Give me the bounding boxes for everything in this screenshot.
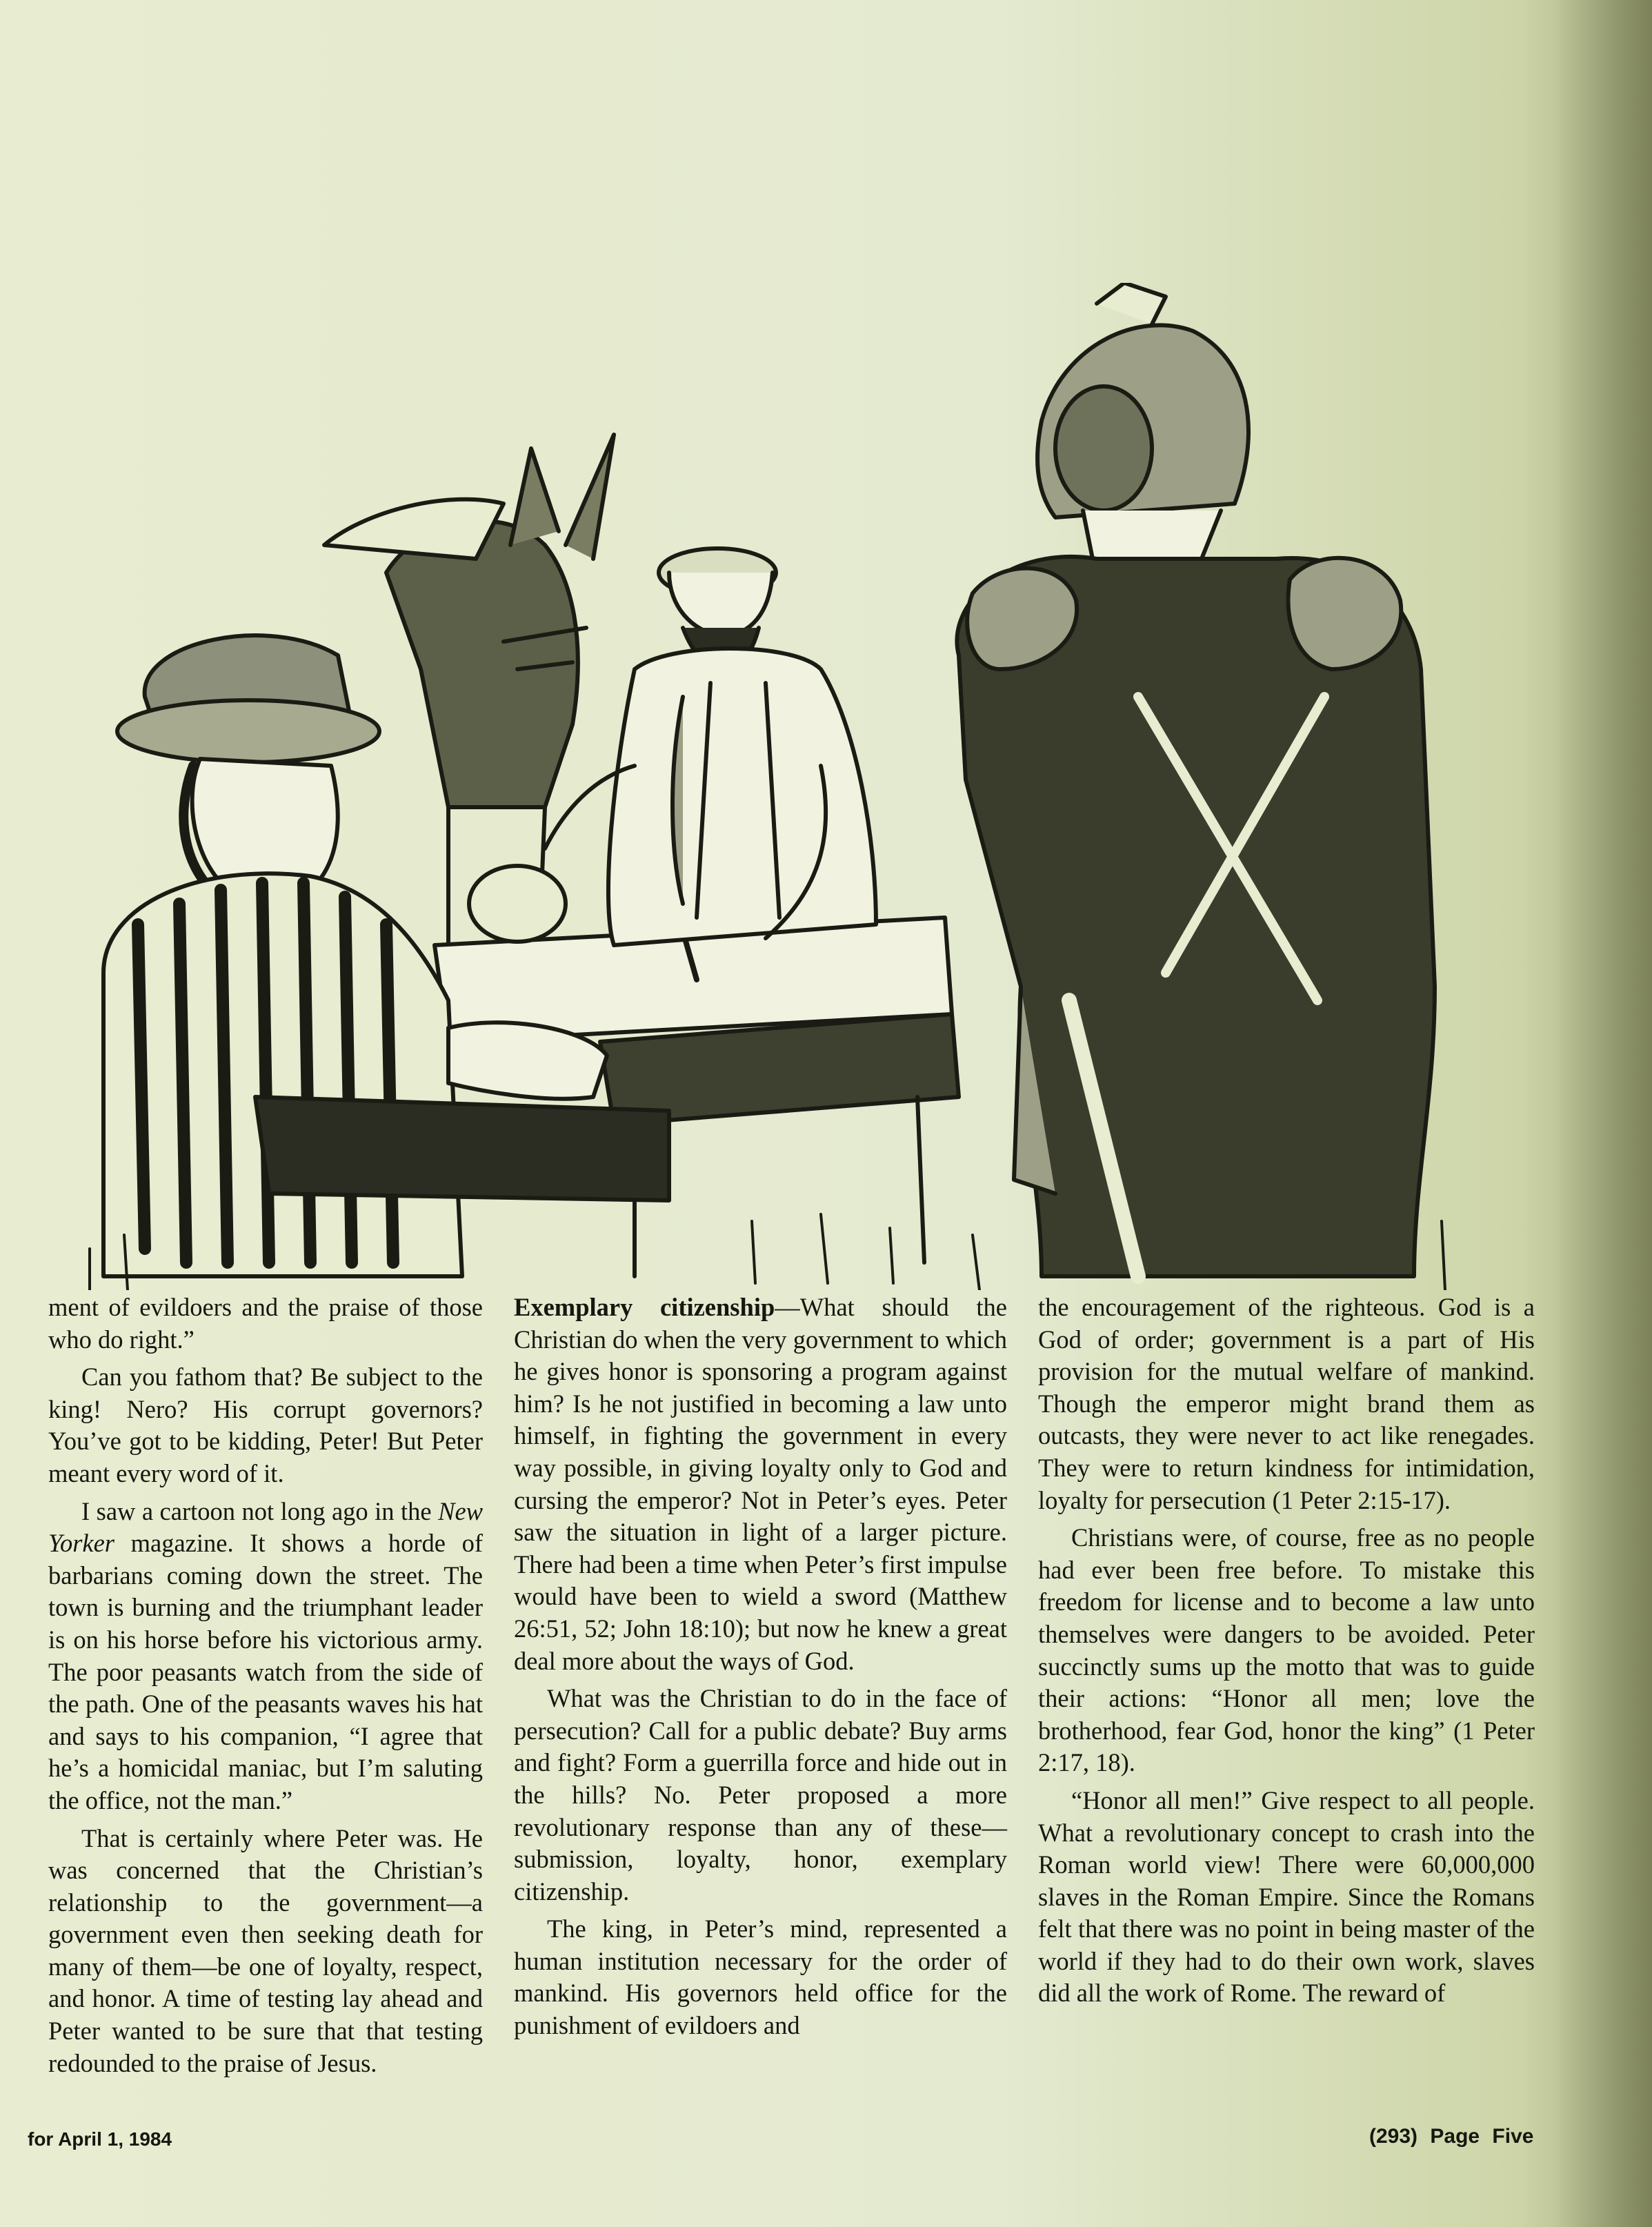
footer-page-ref: (293) (1369, 2125, 1418, 2148)
subhead-exemplary-citizenship: Exemplary citizenship (514, 1293, 775, 1321)
new-yorker-title: New Yorker (48, 1496, 483, 1558)
col1-p3-before: I saw a cartoon not long ago in the (81, 1496, 439, 1525)
col1-p3-after: magazine. It shows a horde of barbarians coming down the street. The town is burning and the triumphant leader is on his horse before his victorious army. The poor peasants watch from the side of the path. One of the peasants waves his hat and says to his companion, “I agree that he’s a homicidal maniac, but I’m saluting the office, not the man.” (48, 1529, 483, 1814)
col2-paragraph-1 (514, 1291, 1007, 1677)
col3-paragraph-1: the encouragement of the righteous. God is a God of order; government is a part of His provision for the mutual welfare of mankind. Though the emperor might brand them as outcasts, they were never to act like renegades. They were to return kindness for intimidation, loyalty for persecution (1 Peter 2:15-17). (1038, 1293, 1535, 1514)
column-1 (48, 1291, 483, 2079)
col1-paragraph-3 (48, 1496, 483, 1817)
col1-paragraph-4: That is certainly where Peter was. He was concerned that the Christian’s relationship to the government—a government even then seeking death for many of them—be one of loyalty, respect, and honor. A time of testing lay ahead and Peter wanted to be sure that that testing redounded to the praise of Jesus. (48, 1823, 483, 2077)
col2-paragraph-2: What was the Christian to do in the face of persecution? Call for a public debate? Buy arms and fight? Form a guerrilla force and hide out in the hills? No. Peter proposed a more revolutionary response than any of these—submission, loyalty, honor, exemplary citizenship. (514, 1684, 1007, 1906)
footer-page-label: Page Five (1430, 2125, 1534, 2148)
illustration-tax-scene (62, 283, 1497, 1290)
roman-soldier-figure (957, 283, 1435, 1276)
footer-page-number (1369, 2125, 1533, 2148)
footer-date: for April 1, 1984 (28, 2128, 172, 2150)
column-3 (1038, 1291, 1535, 2010)
col1-paragraph-2: Can you fathom that? Be subject to the king! Nero? His corrupt governors? You’ve got to be kidding, Peter! But Peter meant every word of it. (48, 1363, 483, 1487)
col1-paragraph-1: ment of evildoers and the praise of those who do right.” (48, 1293, 483, 1354)
col2-paragraph-3: The king, in Peter’s mind, represented a human institution necessary for the order of mankind. His governors held office for the punishment of evildoers and (514, 1914, 1007, 2040)
col3-paragraph-2: Christians were, of course, free as no people had ever been free before. To mistake this freedom for license and to become a law unto themselves were dangers to be avoided. Peter succinctly sums up the motto that was to guide their actions: “Honor all men; love the brotherhood, fear God, honor the king” (1 Peter 2:17, 18). (1038, 1523, 1535, 1777)
col3-paragraph-3: “Honor all men!” Give respect to all people. What a revolutionary concept to crash into the Roman world view! There were 60,000,000 slaves in the Roman Empire. Since the Romans felt that there was no point in being master of the world if they had to do their own work, slaves did all the work of Rome. The reward of (1038, 1785, 1535, 2008)
column-2 (514, 1291, 1007, 2042)
col2-p1-rest: —What should the Christian do when the very government to which he gives honor is sponsoring a program against him? Is he not justified in becoming a law unto himself, in fighting the government in every way possible, in giving loyalty only to God and cursing the emperor? Not in Peter’s eyes. Peter saw the situation in light of a larger picture. There had been a time when Peter’s first impulse would have been to wield a sword (Matthew 26:51, 52; John 18:10); but now he knew a great deal more about the ways of God. (514, 1293, 1008, 1675)
binding-shadow (1555, 0, 1652, 2227)
